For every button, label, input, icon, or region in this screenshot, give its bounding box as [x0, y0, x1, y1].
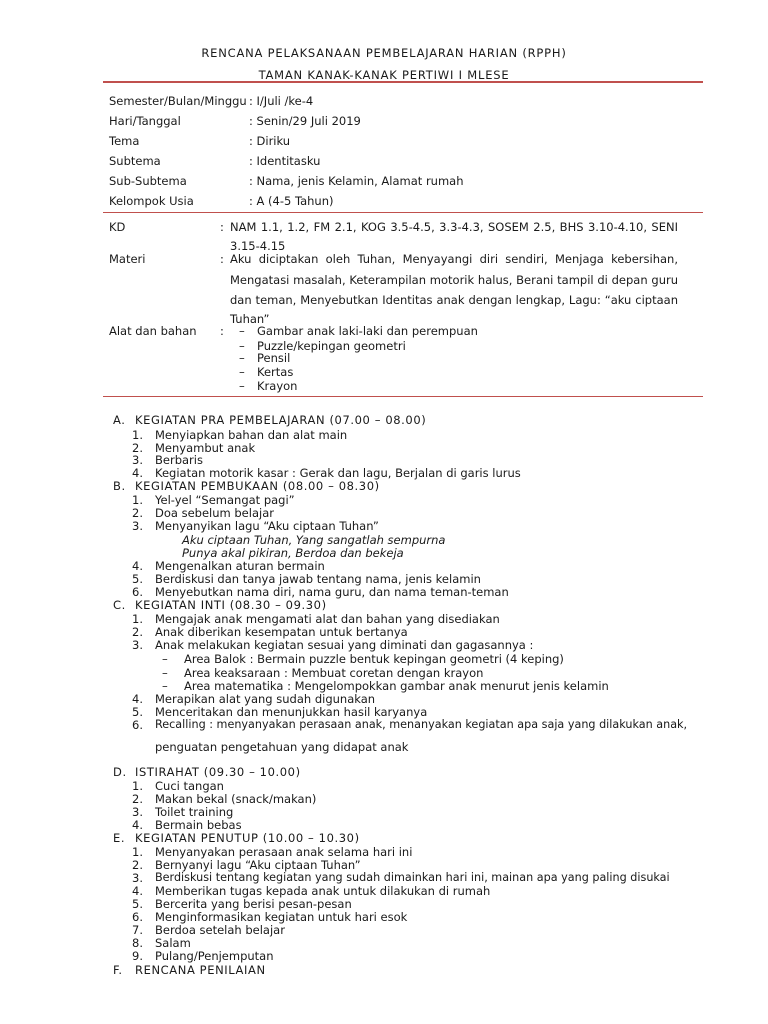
dash-bullet: – [162, 679, 168, 693]
section-letter: C. [113, 598, 126, 612]
alat-item: Gambar anak laki-laki dan perempuan [257, 324, 478, 338]
dash-bullet: – [239, 324, 245, 338]
list-item: Berbaris [155, 453, 203, 467]
info-label-subsubtheme: Sub-Subtema [109, 174, 187, 188]
alat-item: Pensil [257, 351, 291, 365]
section-letter: A. [113, 413, 126, 427]
info-rule [103, 212, 703, 213]
dash-bullet: – [162, 666, 168, 680]
list-number: 1. [132, 612, 143, 626]
dash-bullet: – [162, 652, 168, 666]
dash-bullet: – [239, 351, 245, 365]
section-title: KEGIATAN PEMBUKAAN (08.00 – 08.30) [135, 479, 380, 493]
song-lyric: Aku ciptaan Tuhan, Yang sangatlah sempurna [182, 533, 446, 547]
info-label-date: Hari/Tanggal [109, 114, 181, 128]
list-number: 2. [132, 625, 143, 639]
list-item: Menyambut anak [155, 441, 256, 455]
materi-label: Materi [109, 252, 146, 266]
list-item: Mengenalkan aturan bermain [155, 559, 325, 573]
kd-line-2: 3.15-4.15 [230, 239, 286, 253]
info-value-semester: : I/Juli /ke-4 [249, 94, 314, 108]
list-item: Memberikan tugas kepada anak untuk dilakukan di rumah [155, 884, 491, 898]
list-number: 2. [132, 441, 143, 455]
area-item: Area matematika : Mengelompokkan gambar anak menurut jenis kelamin [184, 679, 609, 693]
list-item: Menyanyakan perasaan anak selama hari ini [155, 845, 413, 859]
list-number: 3. [132, 519, 143, 533]
materi-line-3: dan teman, Menyebutkan Identitas anak dengan lengkap, Lagu: “aku ciptaan [230, 293, 678, 307]
document-title: RENCANA PELAKSANAAN PEMBELAJARAN HARIAN (RPPH) [201, 46, 567, 60]
song-lyric: Punya akal pikiran, Berdoa dan bekeja [182, 546, 404, 560]
list-item: Salam [155, 936, 191, 950]
info-value-age: : A (4-5 Tahun) [249, 194, 334, 208]
list-number: 1. [132, 493, 143, 507]
list-number: 8. [132, 936, 143, 950]
dash-bullet: – [239, 339, 245, 353]
list-number: 3. [132, 453, 143, 467]
list-item: Bernyanyi lagu “Aku ciptaan Tuhan” [155, 858, 361, 872]
list-number: 7. [132, 923, 143, 937]
area-item: Area Balok : Bermain puzzle bentuk kepingan geometri (4 keping) [184, 652, 564, 666]
dash-bullet: – [239, 365, 245, 379]
info-value-subsubtheme: : Nama, jenis Kelamin, Alamat rumah [249, 174, 464, 188]
list-number: 4. [132, 692, 143, 706]
section-title: ISTIRAHAT (09.30 – 10.00) [135, 765, 301, 779]
list-item: Menceritakan dan menunjukkan hasil karyanya [155, 705, 428, 719]
list-number: 3. [132, 871, 143, 885]
list-number: 3. [132, 805, 143, 819]
list-item: Menyanyikan lagu “Aku ciptaan Tuhan” [155, 519, 379, 533]
alat-rule [103, 396, 703, 397]
section-title: KEGIATAN INTI (08.30 – 09.30) [135, 598, 327, 612]
list-item: Cuci tangan [155, 779, 224, 793]
list-number: 6. [132, 718, 143, 732]
list-number: 6. [132, 585, 143, 599]
list-number: 3. [132, 638, 143, 652]
list-item: Recalling : menyanyakan perasaan anak, menanyakan kegiatan apa saja yang dilakukan anak, [155, 718, 688, 731]
section-letter: E. [113, 831, 126, 845]
list-number: 4. [132, 466, 143, 480]
list-number: 4. [132, 818, 143, 832]
list-number: 2. [132, 792, 143, 806]
kd-colon: : [220, 220, 224, 234]
info-label-age: Kelompok Usia [109, 194, 194, 208]
list-item: Bermain bebas [155, 818, 242, 832]
list-item: Makan bekal (snack/makan) [155, 792, 317, 806]
list-item: Menginformasikan kegiatan untuk hari esok [155, 910, 408, 924]
header-rule [103, 81, 703, 83]
section-title: KEGIATAN PENUTUP (10.00 – 10.30) [135, 831, 360, 845]
list-item: Berdoa setelah belajar [155, 923, 285, 937]
kd-line-1: NAM 1.1, 1.2, FM 2.1, KOG 3.5-4.5, 3.3-4.3, SOSEM 2.5, BHS 3.10-4.10, SENI [230, 220, 678, 234]
list-item: Menyiapkan bahan dan alat main [155, 428, 348, 442]
materi-line-1: Aku diciptakan oleh Tuhan, Menyayangi diri sendiri, Menjaga kebersihan, [230, 252, 678, 266]
school-name: TAMAN KANAK-KANAK PERTIWI I MLESE [258, 68, 510, 82]
list-number: 2. [132, 506, 143, 520]
info-label-subtheme: Subtema [109, 154, 161, 168]
list-number: 4. [132, 884, 143, 898]
materi-line-2: Mengatasi masalah, Keterampilan motorik halus, Berani tampil di depan guru [230, 273, 678, 287]
section-letter: B. [113, 479, 126, 493]
list-number: 9. [132, 949, 143, 963]
list-item: Bercerita yang berisi pesan-pesan [155, 897, 352, 911]
list-item: Anak melakukan kegiatan sesuai yang diminati dan gagasannya : [155, 638, 534, 652]
list-item: Doa sebelum belajar [155, 506, 274, 520]
section-letter: F. [113, 963, 123, 977]
section-letter: D. [113, 765, 127, 779]
alat-item: Puzzle/kepingan geometri [257, 339, 406, 353]
info-label-theme: Tema [109, 134, 140, 148]
list-number: 1. [132, 428, 143, 442]
alat-item: Krayon [257, 379, 298, 393]
list-number: 1. [132, 779, 143, 793]
list-number: 5. [132, 705, 143, 719]
alat-label: Alat dan bahan [109, 324, 197, 338]
list-item: Berdiskusi tentang kegiatan yang sudah dimainkan hari ini, mainan apa yang paling disukai [155, 871, 670, 884]
section-title: KEGIATAN PRA PEMBELAJARAN (07.00 – 08.00) [135, 413, 427, 427]
info-value-date: : Senin/29 Juli 2019 [249, 114, 361, 128]
list-number: 5. [132, 572, 143, 586]
materi-line-4: Tuhan” [230, 312, 270, 326]
list-number: 6. [132, 910, 143, 924]
list-item: Anak diberikan kesempatan untuk bertanya [155, 625, 408, 639]
list-item: Berdiskusi dan tanya jawab tentang nama, jenis kelamin [155, 572, 481, 586]
info-label-semester: Semester/Bulan/Minggu [109, 94, 247, 108]
list-number: 4. [132, 559, 143, 573]
section-title: RENCANA PENILAIAN [135, 963, 266, 977]
alat-colon: : [220, 324, 224, 338]
list-number: 1. [132, 845, 143, 859]
kd-label: KD [109, 220, 126, 234]
list-number: 2. [132, 858, 143, 872]
list-number: 5. [132, 897, 143, 911]
list-item: Pulang/Penjemputan [155, 949, 274, 963]
area-item: Area keaksaraan : Membuat coretan dengan krayon [184, 666, 484, 680]
list-item-continuation: penguatan pengetahuan yang didapat anak [155, 740, 409, 754]
list-item: Merapikan alat yang sudah digunakan [155, 692, 376, 706]
info-value-subtheme: : Identitasku [249, 154, 321, 168]
list-item: Kegiatan motorik kasar : Gerak dan lagu, Berjalan di garis lurus [155, 466, 521, 480]
list-item: Mengajak anak mengamati alat dan bahan yang disediakan [155, 612, 500, 626]
info-value-theme: : Diriku [249, 134, 291, 148]
list-item: Toilet training [155, 805, 234, 819]
list-item: Yel-yel “Semangat pagi” [155, 493, 295, 507]
materi-colon: : [220, 252, 224, 266]
alat-item: Kertas [257, 365, 294, 379]
dash-bullet: – [239, 379, 245, 393]
list-item: Menyebutkan nama diri, nama guru, dan nama teman-teman [155, 585, 509, 599]
